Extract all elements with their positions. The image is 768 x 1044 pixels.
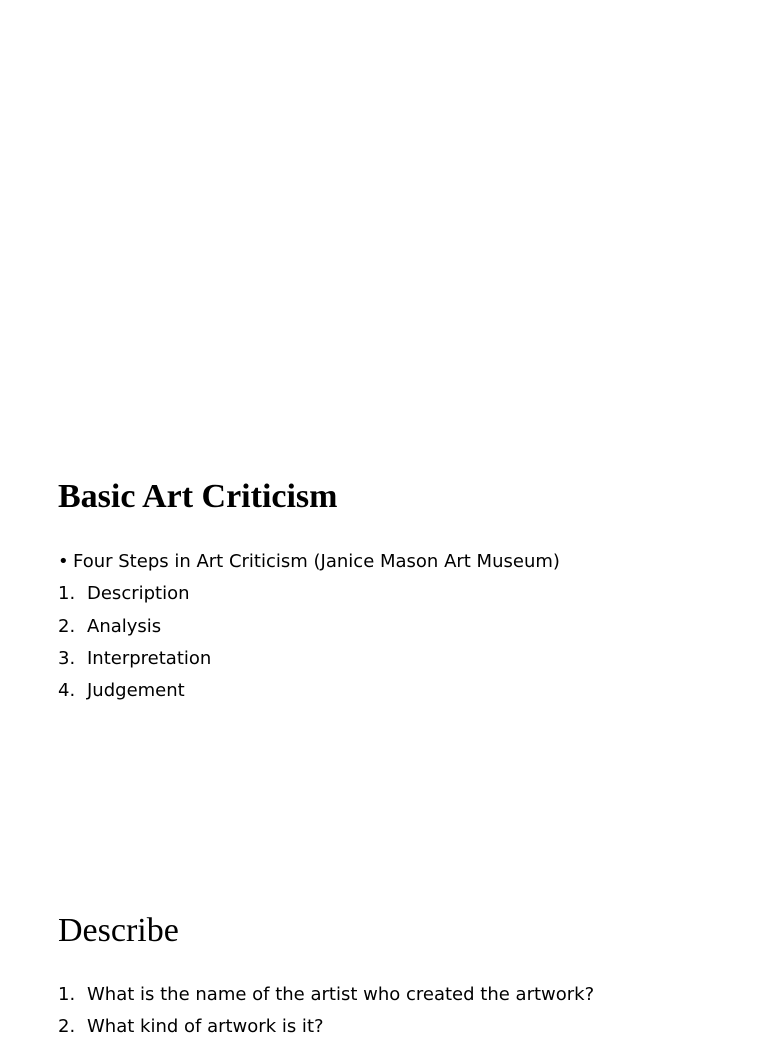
bullet-marker: • [58, 551, 69, 572]
section-title: Describe [58, 912, 179, 949]
list-item-text: Analysis [87, 615, 162, 637]
list-item-text: Judgement [87, 680, 185, 702]
list-item-text: Description [87, 583, 190, 605]
list-number: 1. [58, 583, 76, 605]
list-item-step [58, 611, 560, 643]
art-criticism-list [58, 546, 560, 707]
list-item-step [58, 578, 560, 610]
list-number: 3. [58, 647, 76, 669]
list-item-text: What kind of artwork is it? [87, 1016, 324, 1038]
list-item-text: Four Steps in Art Criticism (Janice Mason Art Museum) [73, 551, 560, 572]
list-item-question [58, 979, 594, 1011]
list-number: 2. [58, 1016, 76, 1038]
list-item-question [58, 1011, 594, 1043]
list-number: 1. [58, 984, 76, 1005]
list-item-step [58, 643, 560, 675]
page-title: Basic Art Criticism [58, 478, 338, 515]
list-item-step [58, 675, 560, 707]
list-item-intro [58, 546, 560, 578]
list-item-text: Interpretation [87, 647, 212, 669]
list-number: 4. [58, 680, 76, 702]
list-number: 2. [58, 615, 76, 637]
list-item-text: What is the name of the artist who created the artwork? [87, 984, 595, 1005]
describe-questions-list [58, 979, 594, 1044]
